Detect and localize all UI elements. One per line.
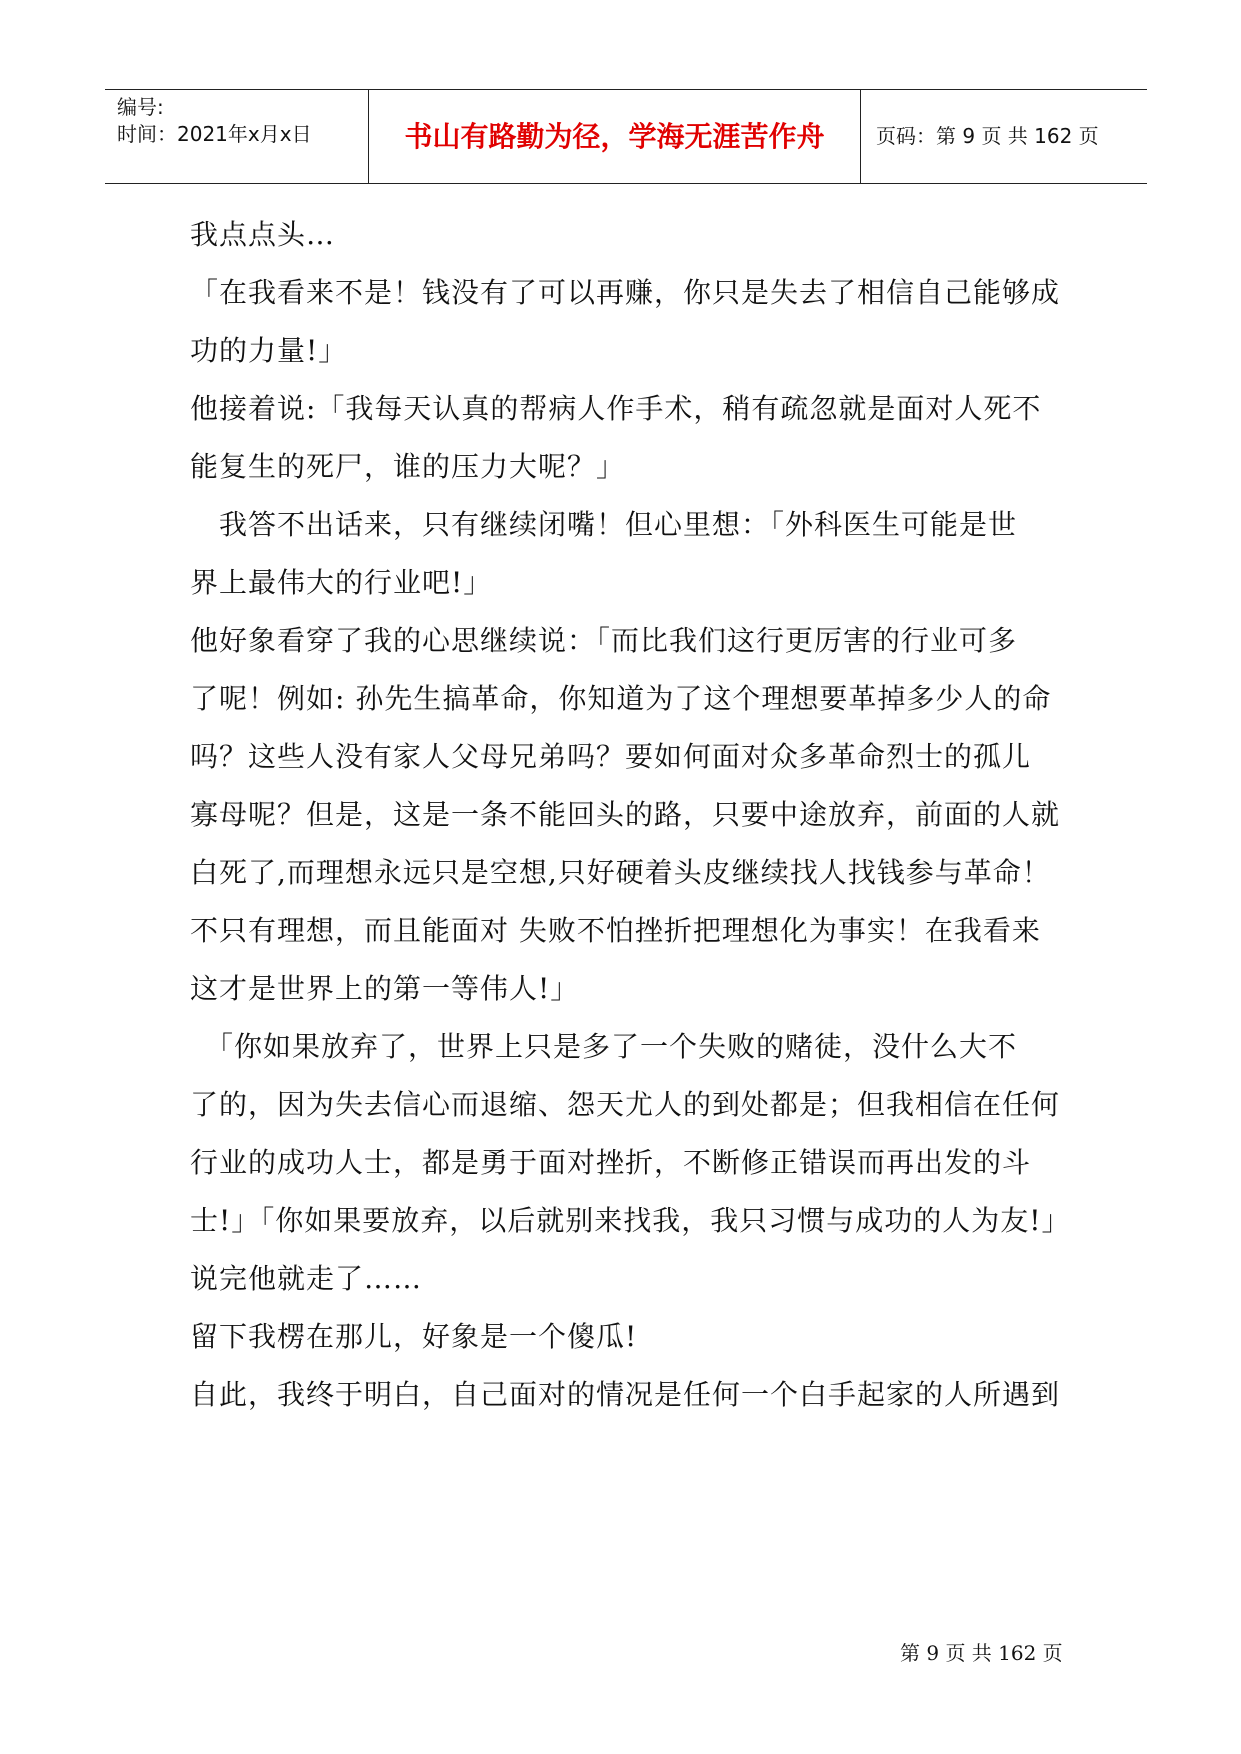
text-line: 「你如果放弃了，世界上只是多了一个失败的赌徒，没什么大不 bbox=[190, 1030, 1018, 1063]
text-line: 了的，因为失去信心而退缩、怨天尤人的到处都是；但我相信在任何 bbox=[190, 1088, 1061, 1121]
text-line: 这才是世界上的第一等伟人!」 bbox=[190, 972, 580, 1005]
text-line: 自此，我终于明白，自己面对的情况是任何一个白手起家的人所遇到 bbox=[190, 1378, 1061, 1411]
page-footer-label: 第 9 页 共 162 页 bbox=[900, 1641, 1063, 1665]
header-meta-cell bbox=[105, 90, 369, 183]
header-motto: 书山有路勤为径，学海无涯苦作舟 bbox=[369, 90, 861, 183]
text-line: 留下我楞在那儿，好象是一个傻瓜! bbox=[190, 1320, 638, 1353]
text-line: 能复生的死尸，谁的压力大呢？」 bbox=[190, 450, 626, 483]
text-line: 我点点头… bbox=[190, 218, 336, 251]
text-line: 功的力量!」 bbox=[190, 334, 348, 367]
text-line: 「在我看来不是！钱没有了可以再赚，你只是失去了相信自己能够成 bbox=[190, 276, 1061, 309]
text-line: 界上最伟大的行业吧!」 bbox=[190, 566, 493, 599]
text-line: 我答不出话来，只有继续闭嘴！但心里想：「外科医生可能是世 bbox=[190, 508, 1018, 541]
text-line: 寡母呢？但是，这是一条不能回头的路，只要中途放弃，前面的人就 bbox=[190, 798, 1061, 831]
text-line: 他接着说:「我每天认真的帮病人作手术，稍有疏忽就是面对人死不 bbox=[190, 392, 1042, 425]
page-header bbox=[105, 89, 1147, 184]
document-number-label: 编号: bbox=[117, 95, 164, 119]
text-line: 行业的成功人士，都是勇于面对挫折，不断修正错误而再出发的斗 bbox=[190, 1146, 1032, 1179]
text-line: 说完他就走了…… bbox=[190, 1262, 423, 1295]
text-line: 他好象看穿了我的心思继续说：「而比我们这行更厉害的行业可多 bbox=[190, 624, 1018, 657]
text-line: 白死了,而理想永远只是空想,只好硬着头皮继续找人找钱参与革命！ bbox=[190, 856, 1051, 889]
text-line: 不只有理想，而且能面对 失败不怕挫折把理想化为事实！在我看来 bbox=[190, 914, 1041, 947]
document-time-label: 时间：2021年x月x日 bbox=[117, 122, 312, 146]
text-line: 了呢！例如: 孙先生搞革命，你知道为了这个理想要革掉多少人的命 bbox=[190, 682, 1052, 715]
header-page-label: 页码：第 9 页 共 162 页 bbox=[876, 124, 1099, 148]
text-line: 吗？这些人没有家人父母兄弟吗？要如何面对众多革命烈士的孤儿 bbox=[190, 740, 1032, 773]
header-page-cell bbox=[861, 90, 1147, 183]
text-line: 士!」「你如果要放弃，以后就别来找我，我只习惯与成功的人为友!」 bbox=[190, 1204, 1071, 1237]
